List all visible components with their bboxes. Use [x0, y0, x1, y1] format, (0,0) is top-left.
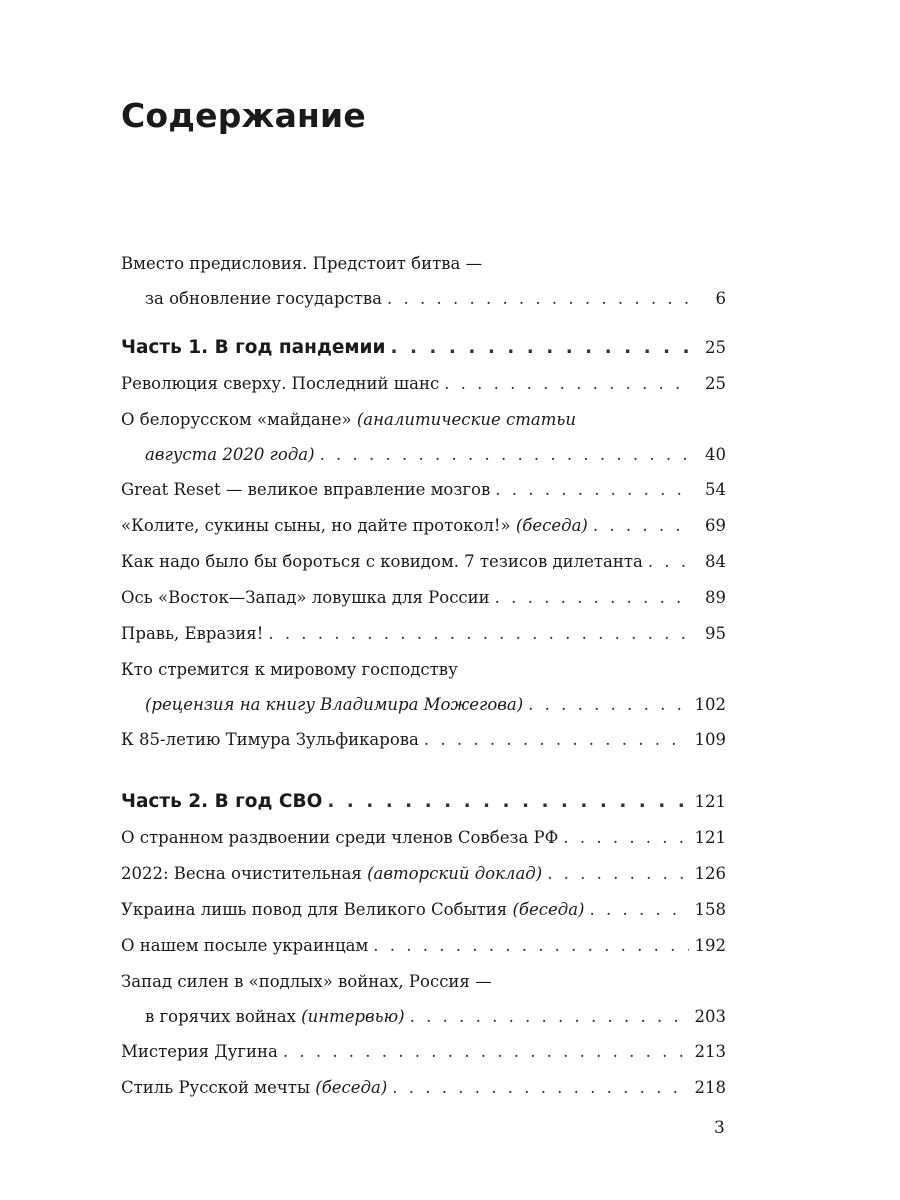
toc-entry-text: О нашем посыле украинцам	[121, 936, 369, 955]
toc-entry-text: Как надо было бы бороться с ковидом. 7 тезисов дилетанта	[121, 552, 643, 571]
dot-leader	[495, 580, 690, 616]
toc-page-number: 158	[694, 900, 726, 919]
dot-leader	[373, 928, 688, 964]
toc-part-1-heading[interactable]	[121, 330, 726, 366]
toc-entry[interactable]	[121, 892, 726, 928]
dot-leader	[387, 282, 690, 316]
toc-entry[interactable]	[121, 616, 726, 652]
toc-page-number: 6	[715, 289, 726, 308]
toc-page-number: 69	[705, 516, 726, 535]
toc-entry-text-main: 2022: Весна очистительная	[121, 864, 362, 883]
dot-leader	[424, 722, 689, 758]
dot-leader	[392, 1070, 688, 1106]
toc-page-number: 121	[694, 792, 726, 811]
toc-page-number: 218	[694, 1078, 726, 1097]
toc-entry-text-main: Украина лишь повод для Великого События	[121, 900, 508, 919]
toc-entry-text: Революция сверху. Последний шанс	[121, 374, 440, 393]
toc-entry[interactable]	[121, 1034, 726, 1070]
toc-page-number: 40	[705, 445, 726, 464]
dot-leader	[495, 472, 690, 508]
toc-entry[interactable]	[121, 964, 726, 1034]
toc-entry-text: Вместо предисловия. Предстоит битва —	[121, 254, 483, 273]
toc-entry-text-main: О белорусском «майдане»	[121, 410, 352, 429]
toc-entry-text: Great Reset — великое вправление мозгов	[121, 480, 491, 499]
dot-leader	[563, 820, 688, 856]
toc-entry-text	[121, 856, 542, 892]
toc-entry[interactable]	[121, 722, 726, 758]
dot-leader	[648, 544, 690, 580]
toc-page-number: 109	[694, 730, 726, 749]
toc-page-number: 89	[705, 588, 726, 607]
toc-entry[interactable]	[121, 928, 726, 964]
toc-page-number: 126	[694, 864, 726, 883]
toc-entry[interactable]	[121, 402, 726, 472]
toc-page-number: 25	[705, 338, 726, 357]
toc-entry-text: Ось «Восток—Запад» ловушка для России	[121, 588, 490, 607]
toc-entry-note: (рецензия на книгу Владимира Можегова)	[145, 695, 524, 714]
toc-entry-note: (авторский доклад)	[367, 864, 543, 883]
toc-entry-note: (интервью)	[301, 1007, 405, 1026]
toc-page-number: 84	[705, 552, 726, 571]
toc-page-number: 102	[694, 695, 726, 714]
dot-leader	[283, 1034, 689, 1070]
toc-entry[interactable]	[121, 820, 726, 856]
toc-entry-note: (беседа)	[515, 516, 588, 535]
page-title: Содержание	[121, 96, 366, 135]
toc-page-number: 25	[705, 374, 726, 393]
toc-page-number: 192	[694, 936, 726, 955]
toc-entry-text: Мистерия Дугина	[121, 1042, 278, 1061]
toc-entry-text	[121, 892, 584, 928]
toc-entry-text: Правь, Евразия!	[121, 624, 264, 643]
dot-leader	[410, 1000, 689, 1034]
page-number: 3	[714, 1118, 725, 1138]
toc-entry-text: за обновление государства	[145, 289, 383, 308]
toc-entry[interactable]	[121, 366, 726, 402]
dot-leader	[589, 892, 688, 928]
dot-leader	[268, 616, 690, 652]
toc-page-number: 203	[694, 1007, 726, 1026]
toc-entry[interactable]	[121, 1070, 726, 1106]
toc-entry-text: Кто стремится к мировому господству	[121, 660, 458, 679]
dot-leader	[528, 688, 688, 722]
toc-entry-text	[145, 1000, 405, 1034]
toc-entry-note: августа 2020 года)	[145, 445, 315, 464]
dot-leader	[593, 508, 690, 544]
toc-entry-text-main: в горячих войнах	[145, 1007, 296, 1026]
toc-part-title: Часть 2. В год СВО	[121, 791, 323, 812]
toc-entry-preface[interactable]	[121, 246, 726, 316]
toc-entry-text-main: «Колите, сукины сыны, но дайте протокол!»	[121, 516, 511, 535]
table-of-contents	[121, 246, 726, 1106]
dot-leader	[327, 784, 688, 820]
toc-entry-text: О странном раздвоении среди членов Совбеза РФ	[121, 828, 559, 847]
dot-leader	[320, 438, 690, 472]
toc-part-2-heading[interactable]	[121, 784, 726, 820]
toc-entry[interactable]	[121, 652, 726, 722]
toc-part-title: Часть 1. В год пандемии	[121, 337, 386, 358]
dot-leader	[390, 330, 690, 366]
toc-entry[interactable]	[121, 508, 726, 544]
toc-entry-text	[121, 402, 576, 438]
toc-entry-text: К 85-летию Тимура Зульфикарова	[121, 730, 419, 749]
toc-entry-note: (беседа)	[512, 900, 585, 919]
toc-entry-note: (беседа)	[315, 1078, 388, 1097]
toc-entry-text: Запад силен в «подлых» войнах, Россия —	[121, 972, 492, 991]
toc-page-number: 121	[694, 828, 726, 847]
toc-entry-text	[121, 1070, 387, 1106]
toc-entry[interactable]	[121, 580, 726, 616]
toc-entry[interactable]	[121, 856, 726, 892]
toc-page-number: 54	[705, 480, 726, 499]
toc-entry-text	[121, 508, 588, 544]
dot-leader	[547, 856, 688, 892]
toc-entry-note: (аналитические статьи	[356, 410, 576, 429]
toc-page-number: 213	[694, 1042, 726, 1061]
toc-page-number: 95	[705, 624, 726, 643]
toc-entry-text-main: Стиль Русской мечты	[121, 1078, 311, 1097]
toc-entry[interactable]	[121, 472, 726, 508]
dot-leader	[444, 366, 690, 402]
toc-entry[interactable]	[121, 544, 726, 580]
